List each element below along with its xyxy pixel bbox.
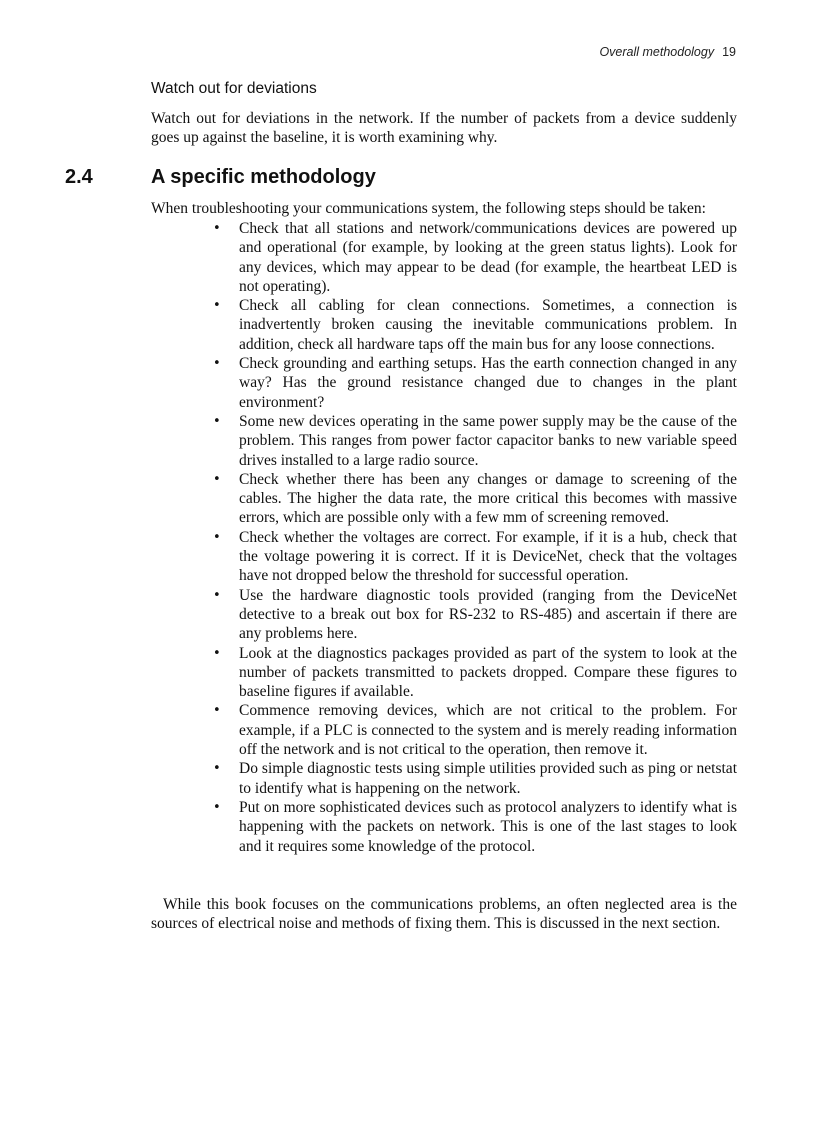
bullet: • <box>213 761 221 777</box>
bullet: • <box>213 645 221 661</box>
step-text: Check whether the voltages are correct. For example, if it is a hub, check that the voltage powering it is correct. If it is DeviceNet, check that the voltages have not dropped below the threshold for successful operation. <box>239 528 737 585</box>
step-text: Do simple diagnostic tests using simple utilities provided such as ping or netstat to identify what is happening on the network. <box>239 760 737 797</box>
list-item <box>151 759 737 798</box>
step-text: Commence removing devices, which are not critical to the problem. For example, if a PLC is connected to the system and is merely reading information off the network and is not critical to the operation, then remove it. <box>239 702 737 759</box>
list-item <box>151 470 737 528</box>
step-text: Check all cabling for clean connections. Sometimes, a connection is inadvertently broken causing the inevitable communications problem. In addition, check all hardware taps off the main bus for any loose connections. <box>239 297 737 353</box>
list-item <box>151 296 737 354</box>
list-item <box>151 354 737 412</box>
step-text: Check grounding and earthing setups. Has the earth connection changed in any way? Has the ground resistance changed due to changes in the plant environment? <box>239 355 737 411</box>
list-item <box>151 701 737 759</box>
step-text: Put on more sophisticated devices such as protocol analyzers to identify what is happening with the packets on network. This is one of the last stages to look and it requires some knowledge of the protocol. <box>239 798 737 855</box>
page-number: 19 <box>722 45 736 59</box>
section-title: A specific methodology <box>151 166 376 188</box>
bullet: • <box>213 529 221 545</box>
running-header <box>599 45 736 59</box>
bullet: • <box>213 356 221 372</box>
step-text: Look at the diagnostics packages provided as part of the system to look at the number of packets transmitted to packets dropped. Compare these figures to baseline figures if available. <box>239 644 737 701</box>
step-text: Check whether there has been any changes or damage to screening of the cables. The higher the data rate, the more critical this becomes with massive errors, which are possible only with a few mm of screening removed. <box>239 470 737 527</box>
section-number: 2.4 <box>65 166 93 188</box>
closing-paragraph: While this book focuses on the communications problems, an often neglected area is the sources of electrical noise and methods of fixing them. This is discussed in the next section. <box>151 896 737 933</box>
bullet: • <box>213 703 221 719</box>
bullet: • <box>213 413 221 429</box>
running-title: Overall methodology <box>599 45 715 59</box>
bullet: • <box>213 471 221 487</box>
subsection-heading: Watch out for deviations <box>151 80 317 97</box>
list-item <box>151 586 737 644</box>
list-item <box>151 219 737 296</box>
bullet: • <box>213 799 221 815</box>
section-lead: When troubleshooting your communications system, the following steps should be taken: <box>151 200 706 217</box>
list-item <box>151 528 737 586</box>
step-text: Use the hardware diagnostic tools provided (ranging from the DeviceNet detective to a break out box for RS-232 to RS-485) and ascertain if there are any problems here. <box>239 586 737 643</box>
subsection-body: Watch out for deviations in the network. If the number of packets from a device suddenly goes up against the baseline, it is worth examining why. <box>151 110 737 147</box>
bullet: • <box>213 587 221 603</box>
bullet: • <box>213 298 221 314</box>
list-item <box>151 644 737 702</box>
list-item <box>151 412 737 470</box>
steps-list <box>151 219 737 856</box>
bullet: • <box>213 221 221 236</box>
step-text: Some new devices operating in the same power supply may be the cause of the problem. This ranges from power factor capacitor banks to new variable speed drives installed to a large radio source. <box>239 412 737 469</box>
step-text: Check that all stations and network/communications devices are powered up and operational (for example, by looking at the green status lights). Look for any devices, which may appear to be dead (for example, the heartbeat LED is not operating). <box>239 220 737 295</box>
list-item <box>151 798 737 856</box>
